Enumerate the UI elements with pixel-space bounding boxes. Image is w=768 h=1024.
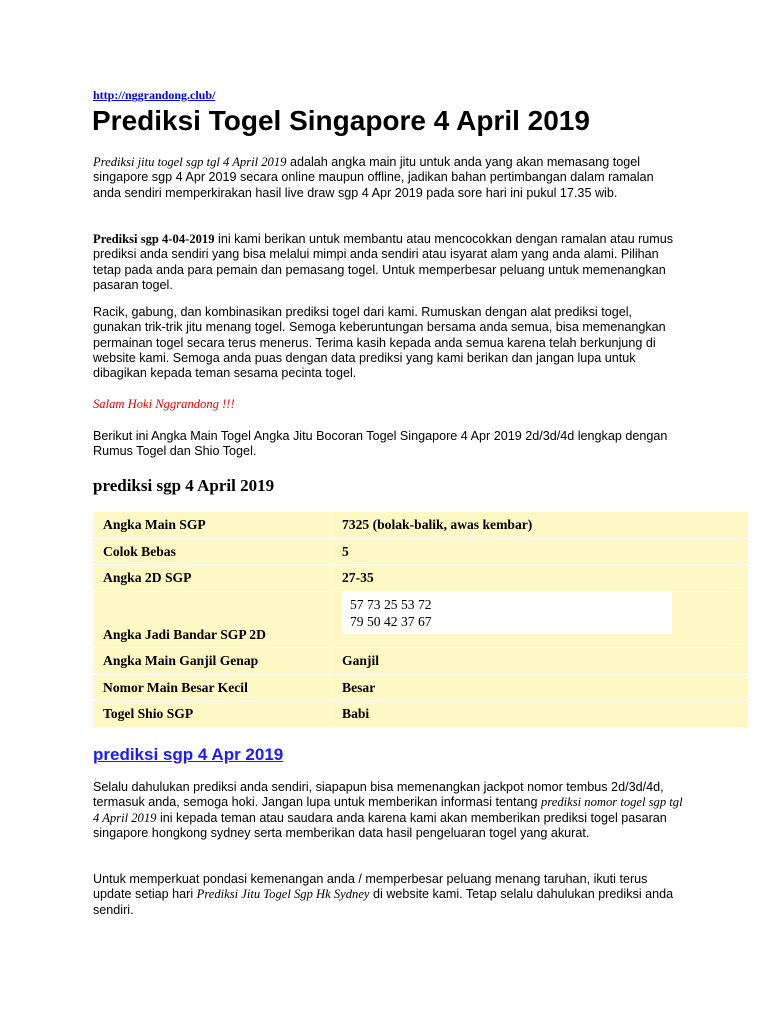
table-row <box>93 565 749 592</box>
row-label: Angka Main SGP <box>93 512 332 539</box>
table-row <box>93 539 749 565</box>
table-heading: prediksi sgp 4 April 2019 <box>93 476 275 495</box>
intro-italic: Prediksi jitu togel sgp tgl 4 April 2019 <box>93 155 287 169</box>
row-value: Ganjil <box>332 648 749 675</box>
table-row <box>93 701 749 728</box>
number-line: 79 50 42 37 67 <box>350 614 432 629</box>
prediction-paragraph <box>93 232 683 293</box>
prediction-text: ini kami berikan untuk membantu atau mencocokkan dengan ramalan atau rumus prediksi anda sendiri yang bisa melalui mimpi anda sendiri atau isyarat alam yang anda alami. Pilihan tetap pada anda para pemain dan pemasang togel. Untuk memperbesar peluang untuk memenangkan pasaran togel. <box>93 232 674 292</box>
pondasi-text: Untuk memperkuat pondasi kemenangan anda / memperbesar peluang menang taruhan, ikuti terus update setiap hari <box>93 872 648 902</box>
salam-text: Salam Hoki Nggrandong !!! <box>93 397 235 411</box>
prediction-link-heading[interactable]: prediksi sgp 4 Apr 2019 <box>93 745 284 764</box>
table-row <box>93 648 749 675</box>
prediction-bold: Prediksi sgp 4-04-2019 <box>93 232 215 246</box>
table-row <box>93 512 749 539</box>
row-label: Angka Jadi Bandar SGP 2D <box>93 592 332 648</box>
table-row <box>93 592 749 648</box>
row-label: Togel Shio SGP <box>93 701 332 728</box>
intro-paragraph <box>93 155 683 201</box>
row-label: Colok Bebas <box>93 539 332 565</box>
table-row <box>93 675 749 701</box>
row-value: 27-35 <box>332 565 749 592</box>
dahulukan-text-end: ini kepada teman atau saudara anda karena kami akan memberikan prediksi togel pasaran singapore hongkong sydney serta memberikan data hasil pengeluaran togel yang akurat. <box>93 810 667 840</box>
number-line: 57 73 25 53 72 <box>350 597 432 612</box>
intro-text: adalah angka main jitu untuk anda yang akan memasang togel singapore sgp 4 Apr 2019 secara online maupun offline, jadikan bahan pertimbangan dalam ramalan anda sendiri memperkirakan hasil live draw sgp 4 Apr 2019 pada sore hari ini pukul 17.35 wib. <box>93 155 654 200</box>
pondasi-italic: Prediksi Jitu Togel Sgp Hk Sydney <box>196 887 370 902</box>
dahulukan-text: Selalu dahulukan prediksi anda sendiri, siapapun bisa memenangkan jackpot nomor tembus 2d/3d/4d, termasuk anda, semoga hoki. Jangan lupa untuk memberikan informasi tentang <box>93 780 664 810</box>
row-value: Babi <box>332 701 749 728</box>
row-value: Besar <box>332 675 749 701</box>
berikut-paragraph: Berikut ini Angka Main Togel Angka Jitu Bocoran Togel Singapore 4 Apr 2019 2d/3d/4d lengkap dengan Rumus Togel dan Shio Togel. <box>93 429 668 459</box>
dahulukan-italic: prediksi nomor togel sgp tgl 4 April 2019 <box>93 795 683 825</box>
pondasi-text-end: di website kami. Tetap selalu dahulukan prediksi anda sendiri. <box>93 887 674 917</box>
row-label: Nomor Main Besar Kecil <box>93 675 332 701</box>
source-link[interactable]: http://nggrandong.club/ <box>93 88 216 102</box>
prediction-table <box>92 511 749 728</box>
pondasi-paragraph <box>93 872 683 918</box>
row-value: 7325 (bolak-balik, awas kembar) <box>332 512 749 539</box>
row-label: Angka 2D SGP <box>93 565 332 592</box>
row-value <box>332 592 749 648</box>
dahulukan-paragraph <box>93 780 683 841</box>
row-value: 5 <box>332 539 749 565</box>
racik-paragraph: Racik, gabung, dan kombinasikan prediksi togel dari kami. Rumuskan dengan alat prediksi togel, gunakan trik-trik jitu menang togel. Semoga keberuntungan bersama anda semua, bisa memenangkan permainan togel secara terus menerus. Terima kasih kepada anda semua karena telah berkunjung di website kami. Semoga anda puas dengan data prediksi yang kami berikan dan jangan lupa untuk dibagikan kepada teman sesama pecinta togel. <box>93 305 666 381</box>
row-label: Angka Main Ganjil Genap <box>93 648 332 675</box>
number-box <box>342 592 672 634</box>
page-title: Prediksi Togel Singapore 4 April 2019 <box>92 105 590 136</box>
